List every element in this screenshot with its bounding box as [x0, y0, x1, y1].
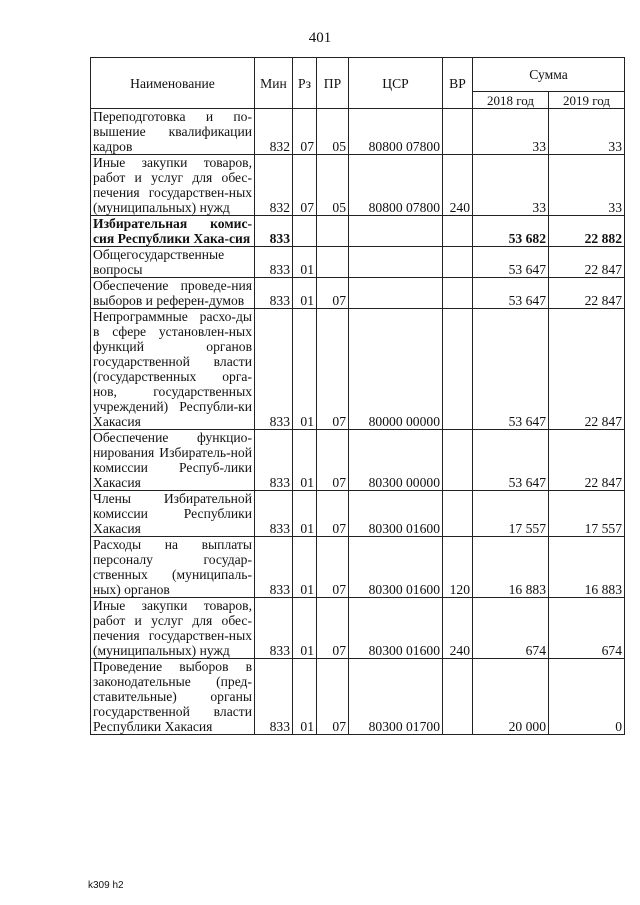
- table-row: [91, 309, 625, 430]
- cell-pr: 05: [317, 109, 349, 155]
- cell-csr: [349, 247, 443, 278]
- cell-vr: [443, 278, 473, 309]
- cell-rz: 07: [293, 109, 317, 155]
- cell-min: 832: [255, 109, 293, 155]
- cell-2018: 16 883: [473, 537, 549, 598]
- table-row: [91, 659, 625, 735]
- cell-vr: 240: [443, 155, 473, 216]
- cell-2019: 17 557: [549, 491, 625, 537]
- table-row: [91, 278, 625, 309]
- page-number: 401: [308, 30, 332, 46]
- header-vr: ВР: [443, 58, 473, 109]
- cell-pr: 07: [317, 278, 349, 309]
- cell-min: 833: [255, 278, 293, 309]
- cell-name: Члены Избирательной комиссии Республики Хакасия: [91, 491, 255, 537]
- cell-name: Иные закупки товаров, работ и услуг для обес-печения государствен-ных (муниципальных) нужд: [91, 155, 255, 216]
- cell-2018: 53 647: [473, 247, 549, 278]
- cell-2019: 16 883: [549, 537, 625, 598]
- header-rz: Рз: [293, 58, 317, 109]
- cell-2019: 22 882: [549, 216, 625, 247]
- cell-csr: 80300 00000: [349, 430, 443, 491]
- header-2019: 2019 год: [549, 92, 625, 109]
- cell-rz: 01: [293, 598, 317, 659]
- cell-vr: [443, 309, 473, 430]
- cell-csr: 80000 00000: [349, 309, 443, 430]
- cell-csr: 80300 01600: [349, 537, 443, 598]
- table-row: [91, 430, 625, 491]
- table-row: [91, 598, 625, 659]
- cell-min: 833: [255, 309, 293, 430]
- header-sum: Сумма: [473, 58, 625, 92]
- cell-2019: 33: [549, 109, 625, 155]
- cell-2018: 53 647: [473, 278, 549, 309]
- table-row: [91, 247, 625, 278]
- table-row: [91, 216, 625, 247]
- cell-2018: 17 557: [473, 491, 549, 537]
- cell-vr: 240: [443, 598, 473, 659]
- cell-2019: 674: [549, 598, 625, 659]
- cell-name: Общегосударственные вопросы: [91, 247, 255, 278]
- cell-2019: 22 847: [549, 309, 625, 430]
- cell-pr: [317, 216, 349, 247]
- table-row: [91, 155, 625, 216]
- cell-vr: 120: [443, 537, 473, 598]
- cell-name: Избирательная комис-сия Республики Хака-сия: [91, 216, 255, 247]
- header-csr: ЦСР: [349, 58, 443, 109]
- cell-min: 833: [255, 430, 293, 491]
- cell-pr: [317, 247, 349, 278]
- cell-pr: 07: [317, 309, 349, 430]
- cell-rz: 01: [293, 309, 317, 430]
- cell-name: Обеспечение функцио-нирования Избиратель-ной комиссии Респуб-лики Хакасия: [91, 430, 255, 491]
- cell-pr: 07: [317, 430, 349, 491]
- cell-vr: [443, 109, 473, 155]
- cell-csr: [349, 278, 443, 309]
- cell-csr: 80800 07800: [349, 109, 443, 155]
- cell-pr: 07: [317, 659, 349, 735]
- cell-name: Обеспечение проведе-ния выборов и референ-думов: [91, 278, 255, 309]
- cell-vr: [443, 430, 473, 491]
- table-body: [91, 109, 625, 735]
- cell-2019: 33: [549, 155, 625, 216]
- cell-rz: 01: [293, 659, 317, 735]
- cell-2018: 33: [473, 109, 549, 155]
- cell-2018: 674: [473, 598, 549, 659]
- cell-pr: 07: [317, 598, 349, 659]
- cell-2018: 53 682: [473, 216, 549, 247]
- table-row: [91, 491, 625, 537]
- cell-min: 833: [255, 659, 293, 735]
- table-header: [91, 58, 625, 109]
- table-row: [91, 109, 625, 155]
- cell-name: Переподготовка и по-вышение квалификации кадров: [91, 109, 255, 155]
- cell-pr: 07: [317, 491, 349, 537]
- cell-csr: 80300 01700: [349, 659, 443, 735]
- cell-2019: 22 847: [549, 430, 625, 491]
- cell-rz: 07: [293, 155, 317, 216]
- cell-vr: [443, 247, 473, 278]
- cell-rz: 01: [293, 537, 317, 598]
- cell-min: 833: [255, 216, 293, 247]
- cell-2018: 33: [473, 155, 549, 216]
- cell-rz: [293, 216, 317, 247]
- header-min: Мин: [255, 58, 293, 109]
- cell-csr: 80800 07800: [349, 155, 443, 216]
- cell-2019: 22 847: [549, 278, 625, 309]
- cell-2019: 0: [549, 659, 625, 735]
- cell-pr: 07: [317, 537, 349, 598]
- cell-vr: [443, 216, 473, 247]
- cell-min: 833: [255, 491, 293, 537]
- cell-2019: 22 847: [549, 247, 625, 278]
- cell-min: 833: [255, 537, 293, 598]
- cell-rz: 01: [293, 430, 317, 491]
- cell-pr: 05: [317, 155, 349, 216]
- header-name: Наименование: [91, 58, 255, 109]
- cell-vr: [443, 659, 473, 735]
- cell-csr: 80300 01600: [349, 598, 443, 659]
- header-2018: 2018 год: [473, 92, 549, 109]
- cell-rz: 01: [293, 247, 317, 278]
- cell-name: Непрограммные расхо-ды в сфере установлен-ных функций органов государственной власти (государственных орга-нов, государственных учреждений) Республи-ки Хакасия: [91, 309, 255, 430]
- cell-csr: 80300 01600: [349, 491, 443, 537]
- budget-table: [90, 57, 625, 735]
- cell-rz: 01: [293, 278, 317, 309]
- header-pr: ПР: [317, 58, 349, 109]
- cell-name: Расходы на выплаты персоналу государ-ственных (муниципаль-ных) органов: [91, 537, 255, 598]
- cell-name: Иные закупки товаров, работ и услуг для обес-печения государствен-ных (муниципальных) нужд: [91, 598, 255, 659]
- cell-csr: [349, 216, 443, 247]
- cell-rz: 01: [293, 491, 317, 537]
- cell-2018: 20 000: [473, 659, 549, 735]
- table-row: [91, 537, 625, 598]
- cell-min: 833: [255, 598, 293, 659]
- cell-2018: 53 647: [473, 309, 549, 430]
- cell-vr: [443, 491, 473, 537]
- cell-min: 832: [255, 155, 293, 216]
- cell-min: 833: [255, 247, 293, 278]
- cell-2018: 53 647: [473, 430, 549, 491]
- footer-code: k309 h2: [88, 880, 124, 891]
- cell-name: Проведение выборов в законодательные (пред-ставительные) органы государственной власти Республики Хакасия: [91, 659, 255, 735]
